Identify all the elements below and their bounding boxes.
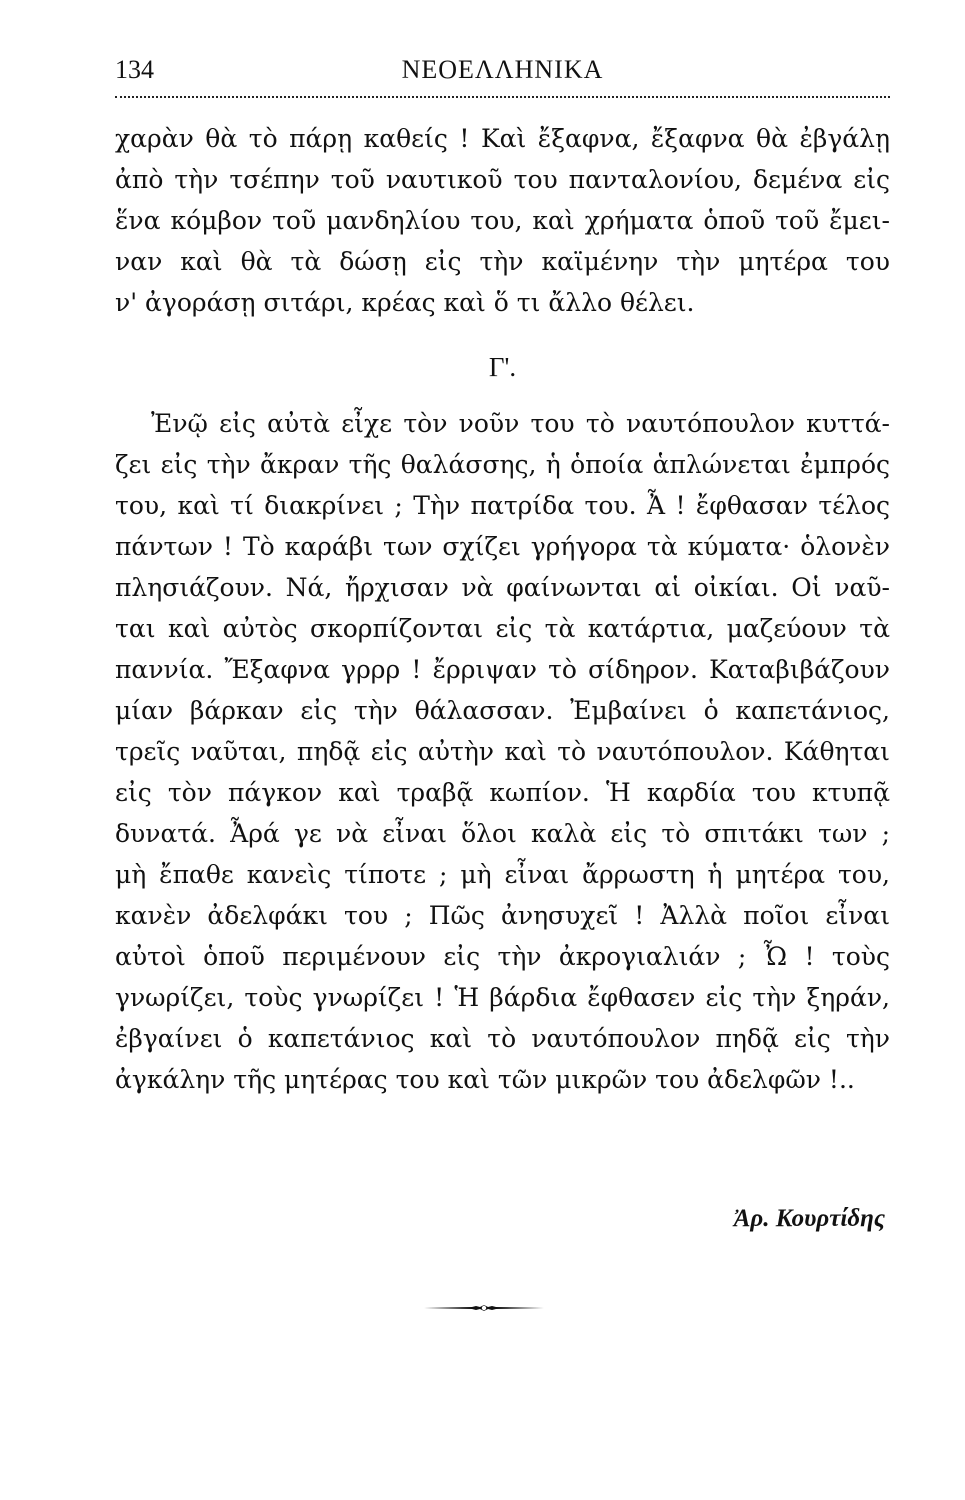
text-line: ται καὶ αὐτὸς σκορπίζονται εἰς τὰ κατάρτια, μαζεύουν τὰ <box>115 614 890 643</box>
text-line: ἀγκάλην τῆς μητέρας του καὶ τῶν μικρῶν του ἀδελφῶν !.. <box>115 1065 855 1094</box>
text-line: ζει εἰς τὴν ἄκραν τῆς θαλάσσης, ἡ ὁποία ἁπλώνεται ἐμπρός <box>115 450 890 479</box>
text-line: ἐβγαίνει ὁ καπετάνιος καὶ τὸ ναυτόπουλον πηδᾷ εἰς τὴν <box>115 1024 890 1053</box>
text-line: ναν καὶ θὰ τὰ δώσῃ εἰς τὴν καϊμένην τὴν μητέρα του <box>115 247 890 276</box>
paragraph-2 <box>115 403 890 1100</box>
text-line: μίαν βάρκαν εἰς τὴν θάλασσαν. Ἐμβαίνει ὁ καπετάνιος, <box>115 696 890 725</box>
running-title: ΝΕΟΕΛΛΗΝΙΚΑ <box>401 55 604 84</box>
text-line: παννία. Ἔξαφνα γρρρ ! ἔρριψαν τὸ σίδηρον. Καταβιβάζουν <box>115 655 890 684</box>
body-text <box>115 118 890 1100</box>
text-line: χαρὰν θὰ τὸ πάρῃ καθείς ! Καὶ ἔξαφνα, ἔξαφνα θὰ ἐβγάλῃ <box>115 124 890 153</box>
text-line: πλησιάζουν. Νά, ἤρχισαν νὰ φαίνωνται αἱ οἰκίαι. Οἱ ναῦ- <box>115 573 890 602</box>
text-line: κανὲν ἀδελφάκι του ; Πῶς ἀνησυχεῖ ! Ἀλλὰ ποῖοι εἶναι <box>115 901 890 930</box>
page-header <box>115 52 890 88</box>
text-line: δυνατά. Ἆρά γε νὰ εἶναι ὅλοι καλὰ εἰς τὸ σπιτάκι των ; <box>115 819 890 848</box>
author-signature: Ἀρ. Κουρτίδης <box>733 1205 885 1232</box>
text-line: ἕνα κόμβον τοῦ μανδηλίου του, καὶ χρήματα ὁποῦ τοῦ ἔμει- <box>115 206 890 235</box>
text-line: μὴ ἔπαθε κανεὶς τίποτε ; μὴ εἶναι ἄρρωστη ἡ μητέρα του, <box>115 860 890 889</box>
text-line: εἰς τὸν πάγκον καὶ τραβᾷ κωπίον. Ἡ καρδία του κτυπᾷ <box>115 778 890 807</box>
text-line: πάντων ! Τὸ καράβι των σχίζει γρήγορα τὰ κύματα· ὁλονὲν <box>115 532 890 561</box>
section-heading: Γ'. <box>488 352 517 382</box>
paragraph-1 <box>115 118 890 323</box>
text-line: ν' ἀγοράσῃ σιτάρι, κρέας καὶ ὅ τι ἄλλο θέλει. <box>115 288 695 317</box>
text-line: αὐτοὶ ὁποῦ περιμένουν εἰς τὴν ἀκρογιαλιάν ; Ὦ ! τοὺς <box>115 942 890 971</box>
header-rule <box>115 96 890 98</box>
decorative-rule-ornament-icon <box>424 1302 544 1314</box>
text-line: γνωρίζει, τοὺς γνωρίζει ! Ἡ βάρδια ἔφθασεν εἰς τὴν ξηράν, <box>115 983 890 1012</box>
page-number: 134 <box>115 55 154 84</box>
text-line: του, καὶ τί διακρίνει ; Τὴν πατρίδα του. Ἆ ! ἔφθασαν τέλος <box>115 491 890 520</box>
text-line: τρεῖς ναῦται, πηδᾷ εἰς αὐτὴν καὶ τὸ ναυτόπουλον. Κάθηται <box>115 737 890 766</box>
text-line: Ἐνῷ εἰς αὐτὰ εἶχε τὸν νοῦν του τὸ ναυτόπουλον κυττά- <box>151 409 890 438</box>
text-line: ἀπὸ τὴν τσέπην τοῦ ναυτικοῦ του πανταλονίου, δεμένα εἰς <box>115 165 890 194</box>
